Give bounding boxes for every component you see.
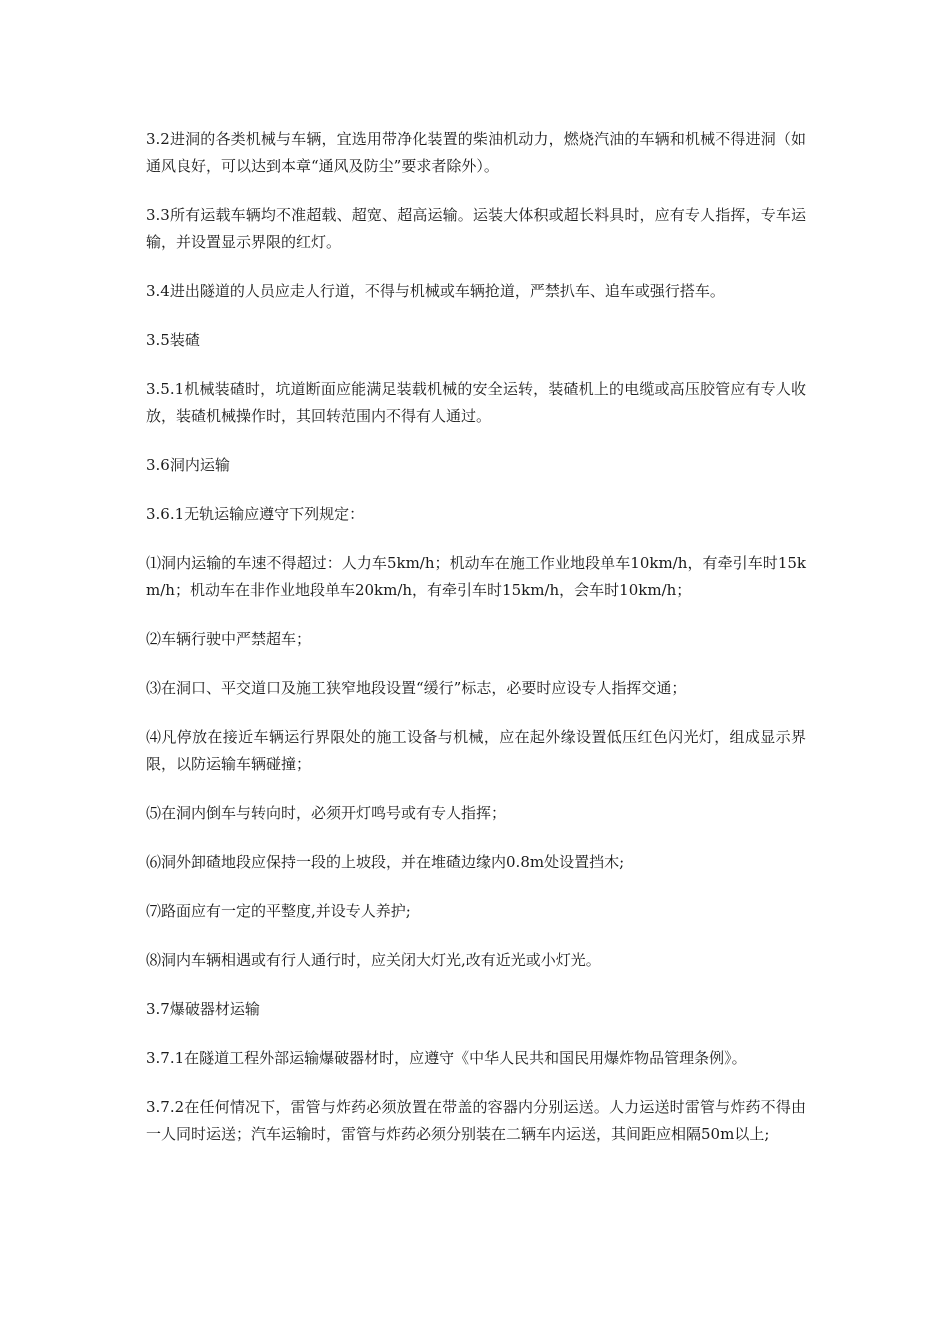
paragraph-3-6-1: 3.6.1无轨运输应遵守下列规定： — [146, 505, 365, 523]
paragraph-3-2: 3.2进洞的各类机械与车辆，宜选用带净化装置的柴油机动力，燃烧汽油的车辆和机械不得进洞（如通风良好，可以达到本章“通风及防尘”要求者除外）。 — [146, 130, 806, 175]
list-item-7: ⑺路面应有一定的平整度,并设专人养护; — [146, 902, 411, 920]
list-item-2: ⑵车辆行驶中严禁超车； — [146, 630, 312, 648]
list-item-4: ⑷凡停放在接近车辆运行界限处的施工设备与机械，应在起外缘设置低压红色闪光灯，组成显示界限，以防运输车辆碰撞； — [146, 728, 806, 773]
paragraph-3-7-2: 3.7.2在任何情况下，雷管与炸药必须放置在带盖的容器内分别运送。人力运送时雷管与炸药不得由一人同时运送；汽车运输时，雷管与炸药必须分别装在二辆车内运送，其间距应相隔50m以上; — [146, 1098, 806, 1143]
paragraph-3-5-1: 3.5.1机械装碴时，坑道断面应能满足装载机械的安全运转，装碴机上的电缆或高压胶管应有专人收放，装碴机械操作时，其回转范围内不得有人通过。 — [146, 380, 806, 425]
paragraph-3-3: 3.3所有运载车辆均不准超载、超宽、超高运输。运装大体积或超长料具时，应有专人指挥，专车运输，并设置显示界限的红灯。 — [146, 206, 806, 251]
list-item-3: ⑶在洞口、平交道口及施工狭窄地段设置“缓行”标志，必要时应设专人指挥交通； — [146, 679, 687, 697]
heading-3-7: 3.7爆破器材运输 — [146, 1000, 260, 1018]
heading-3-5: 3.5装碴 — [146, 331, 200, 349]
list-item-5: ⑸在洞内倒车与转向时，必须开灯鸣号或有专人指挥； — [146, 804, 507, 822]
paragraph-3-7-1: 3.7.1在隧道工程外部运输爆破器材时，应遵守《中华人民共和国民用爆炸物品管理条例》。 — [146, 1049, 747, 1067]
paragraph-3-4: 3.4进出隧道的人员应走人行道，不得与机械或车辆抢道，严禁扒车、追车或强行搭车。 — [146, 282, 725, 300]
document-body — [146, 126, 806, 1170]
list-item-6: ⑹洞外卸碴地段应保持一段的上坡段，并在堆碴边缘内0.8m处设置挡木; — [146, 853, 625, 871]
list-item-8: ⑻洞内车辆相遇或有行人通行时，应关闭大灯光,改有近光或小灯光。 — [146, 951, 601, 969]
list-item-1: ⑴洞内运输的车速不得超过：人力车5km/h；机动车在施工作业地段单车10km/h，有牵引车时15km/h；机动车在非作业地段单车20km/h，有牵引车时15km/h，会车时10km/h； — [146, 554, 806, 599]
heading-3-6: 3.6洞内运输 — [146, 456, 230, 474]
